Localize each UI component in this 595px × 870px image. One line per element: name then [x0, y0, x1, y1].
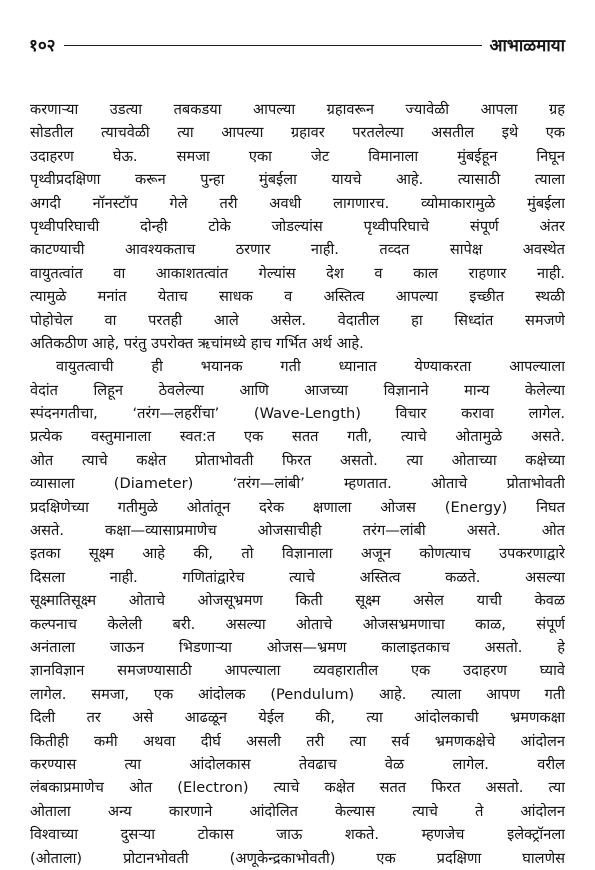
text-line: अगदी नॉनस्टॉप गेले तरी अवधी लागणारच. व्योमाकारामुळे मुंबईला [30, 194, 565, 212]
text-line: दिसला नाही. गणितांद्वारेच त्याचे अस्तित्व कळते. असल्या [30, 568, 565, 586]
text-line: अनंताला जाऊन भिडणाऱ्या ओजस—भ्रमण कालाइतकाच असतो. हे [30, 638, 565, 656]
text-line: प्रदक्षिणेच्या गतीमुळे ओतांतून दरेक क्षणाला ओजस (Energy) निघत [30, 498, 565, 516]
text-line: कल्पनाच केलेली बरी. असल्या ओताचे ओजसभ्रमणाचा काळ, संपूर्ण [30, 615, 565, 633]
text-line: पोहोचेल वा परतही आले असेल. वेदातील हा सिध्दांत समजणे [30, 311, 565, 329]
text-line: वायुतत्वांत वा आकाशतत्वांत गेल्यांस देश व काल राहणार नाही. [30, 264, 565, 282]
text-line: करण्यास त्या आंदोलकास तेवढाच वेळ लागेल. वरील [30, 755, 565, 773]
text-line: काटण्याची आवश्यकताच ठरणार नाही. तव्दत सापेक्ष अवस्थेत [30, 241, 565, 259]
text-line: (ओताला) प्रोटानभोवती (अणूकेन्द्रकाभोवती) एक प्रदक्षिणा घालणेस [30, 849, 565, 867]
running-title: आभाळमाया [489, 35, 565, 56]
text-line: कितीही कमी अथवा दीर्घ असली तरी त्या सर्व भ्रमणकक्षेचे आंदोलन [30, 732, 565, 750]
page-number: १०२ [29, 35, 56, 56]
text-line: वेदांत लिहून ठेवलेल्या आणि आजच्या विज्ञानाने मान्य केलेल्या [30, 381, 565, 399]
text-line: स्पंदनगतीचा, ‘तरंग—लहरींचा’ (Wave-Length) विचार करावा लागेल. [30, 405, 565, 423]
text-line: पृथ्वीपरिघाची दोन्ही टोके जोडल्यांस पृथ्वीपरिघाचे संपूर्ण अंतर [30, 217, 565, 235]
text-line: प्रत्येक वस्तुमानाला स्वत:त एक सतत गती, त्याचे ओतामुळे असते. [30, 428, 565, 446]
text-line: लागेल. समजा, एक आंदोलक (Pendulum) आहे. त्याला आपण गती [30, 685, 565, 703]
text-line: ओत त्याचे कक्षेत प्रोताभोवती फिरत असतो. त्या ओताच्या कक्षेच्या [30, 451, 565, 469]
text-line: अतिकठीण आहे, परंतु उपरोक्त ऋचांमध्ये हाच गर्भित अर्थ आहे. [30, 334, 364, 352]
text-line: त्यामुळे मनांत येताच साधक व अस्तित्व आपल्या इच्छीत स्थळी [30, 288, 565, 306]
text-line: लंबकाप्रमाणेच ओत (Electron) त्याचे कक्षेत सतत फिरत असतो. त्या [30, 779, 565, 797]
text-line: करणाऱ्या उडत्या तबकडया आपल्या ग्रहावरून ज्यावेळी आपला ग्रह [30, 101, 565, 118]
text-line: पृथ्वीप्रदक्षिणा करून पुन्हा मुंबईला यायचे आहे. त्यासाठी त्याला [30, 171, 565, 189]
paragraph [30, 355, 565, 870]
page-header [29, 32, 565, 56]
paragraph [30, 98, 565, 355]
text-line: सोडतील त्याचवेळी त्या आपल्या ग्रहावर परतलेल्या असतील इथे एक [30, 124, 565, 142]
body-text [30, 98, 565, 870]
text-line: ओताला अन्य कारणाने आंदोलित केल्यास त्याचे ते आंदोलन [30, 802, 565, 820]
text-line: व्यासाला (Diameter) ‘तरंग—लांबी’ म्हणतात. ओताचे प्रोताभोवती [30, 475, 565, 493]
text-line: उदाहरण घेऊ. समजा एका जेट विमानाला मुंबईहून निघून [30, 147, 565, 165]
text-line: वायुतत्वाची ही भयानक गती ध्यानात येण्याकरता आपल्याला [56, 358, 565, 376]
text-line: असते. कक्षा—व्यासाप्रमाणेच ओजसाचीही तरंग—लांबी असते. ओत [30, 522, 565, 540]
text-line: इतका सूक्ष्म आहे की, तो विज्ञानाला अजून कोणत्याच उपकरणाद्वारे [30, 545, 565, 563]
text-line: विश्वाच्या दुसऱ्या टोकास जाऊ शकते. म्हणजेच इलेक्ट्रॉनला [30, 826, 565, 844]
text-line: ज्ञानविज्ञान समजण्यासाठी आपल्याला व्यवहारातील एक उदाहरण घ्यावे [30, 662, 565, 680]
header-rule [64, 45, 482, 46]
text-line: दिली तर असे आढळून येईल की, त्या आंदोलकाची भ्रमणकक्षा [30, 709, 565, 727]
text-line: सूक्ष्मातिसूक्ष्म ओताचे ओजसूभ्रमण किती सूक्ष्म असेल याची केवळ [30, 592, 565, 610]
